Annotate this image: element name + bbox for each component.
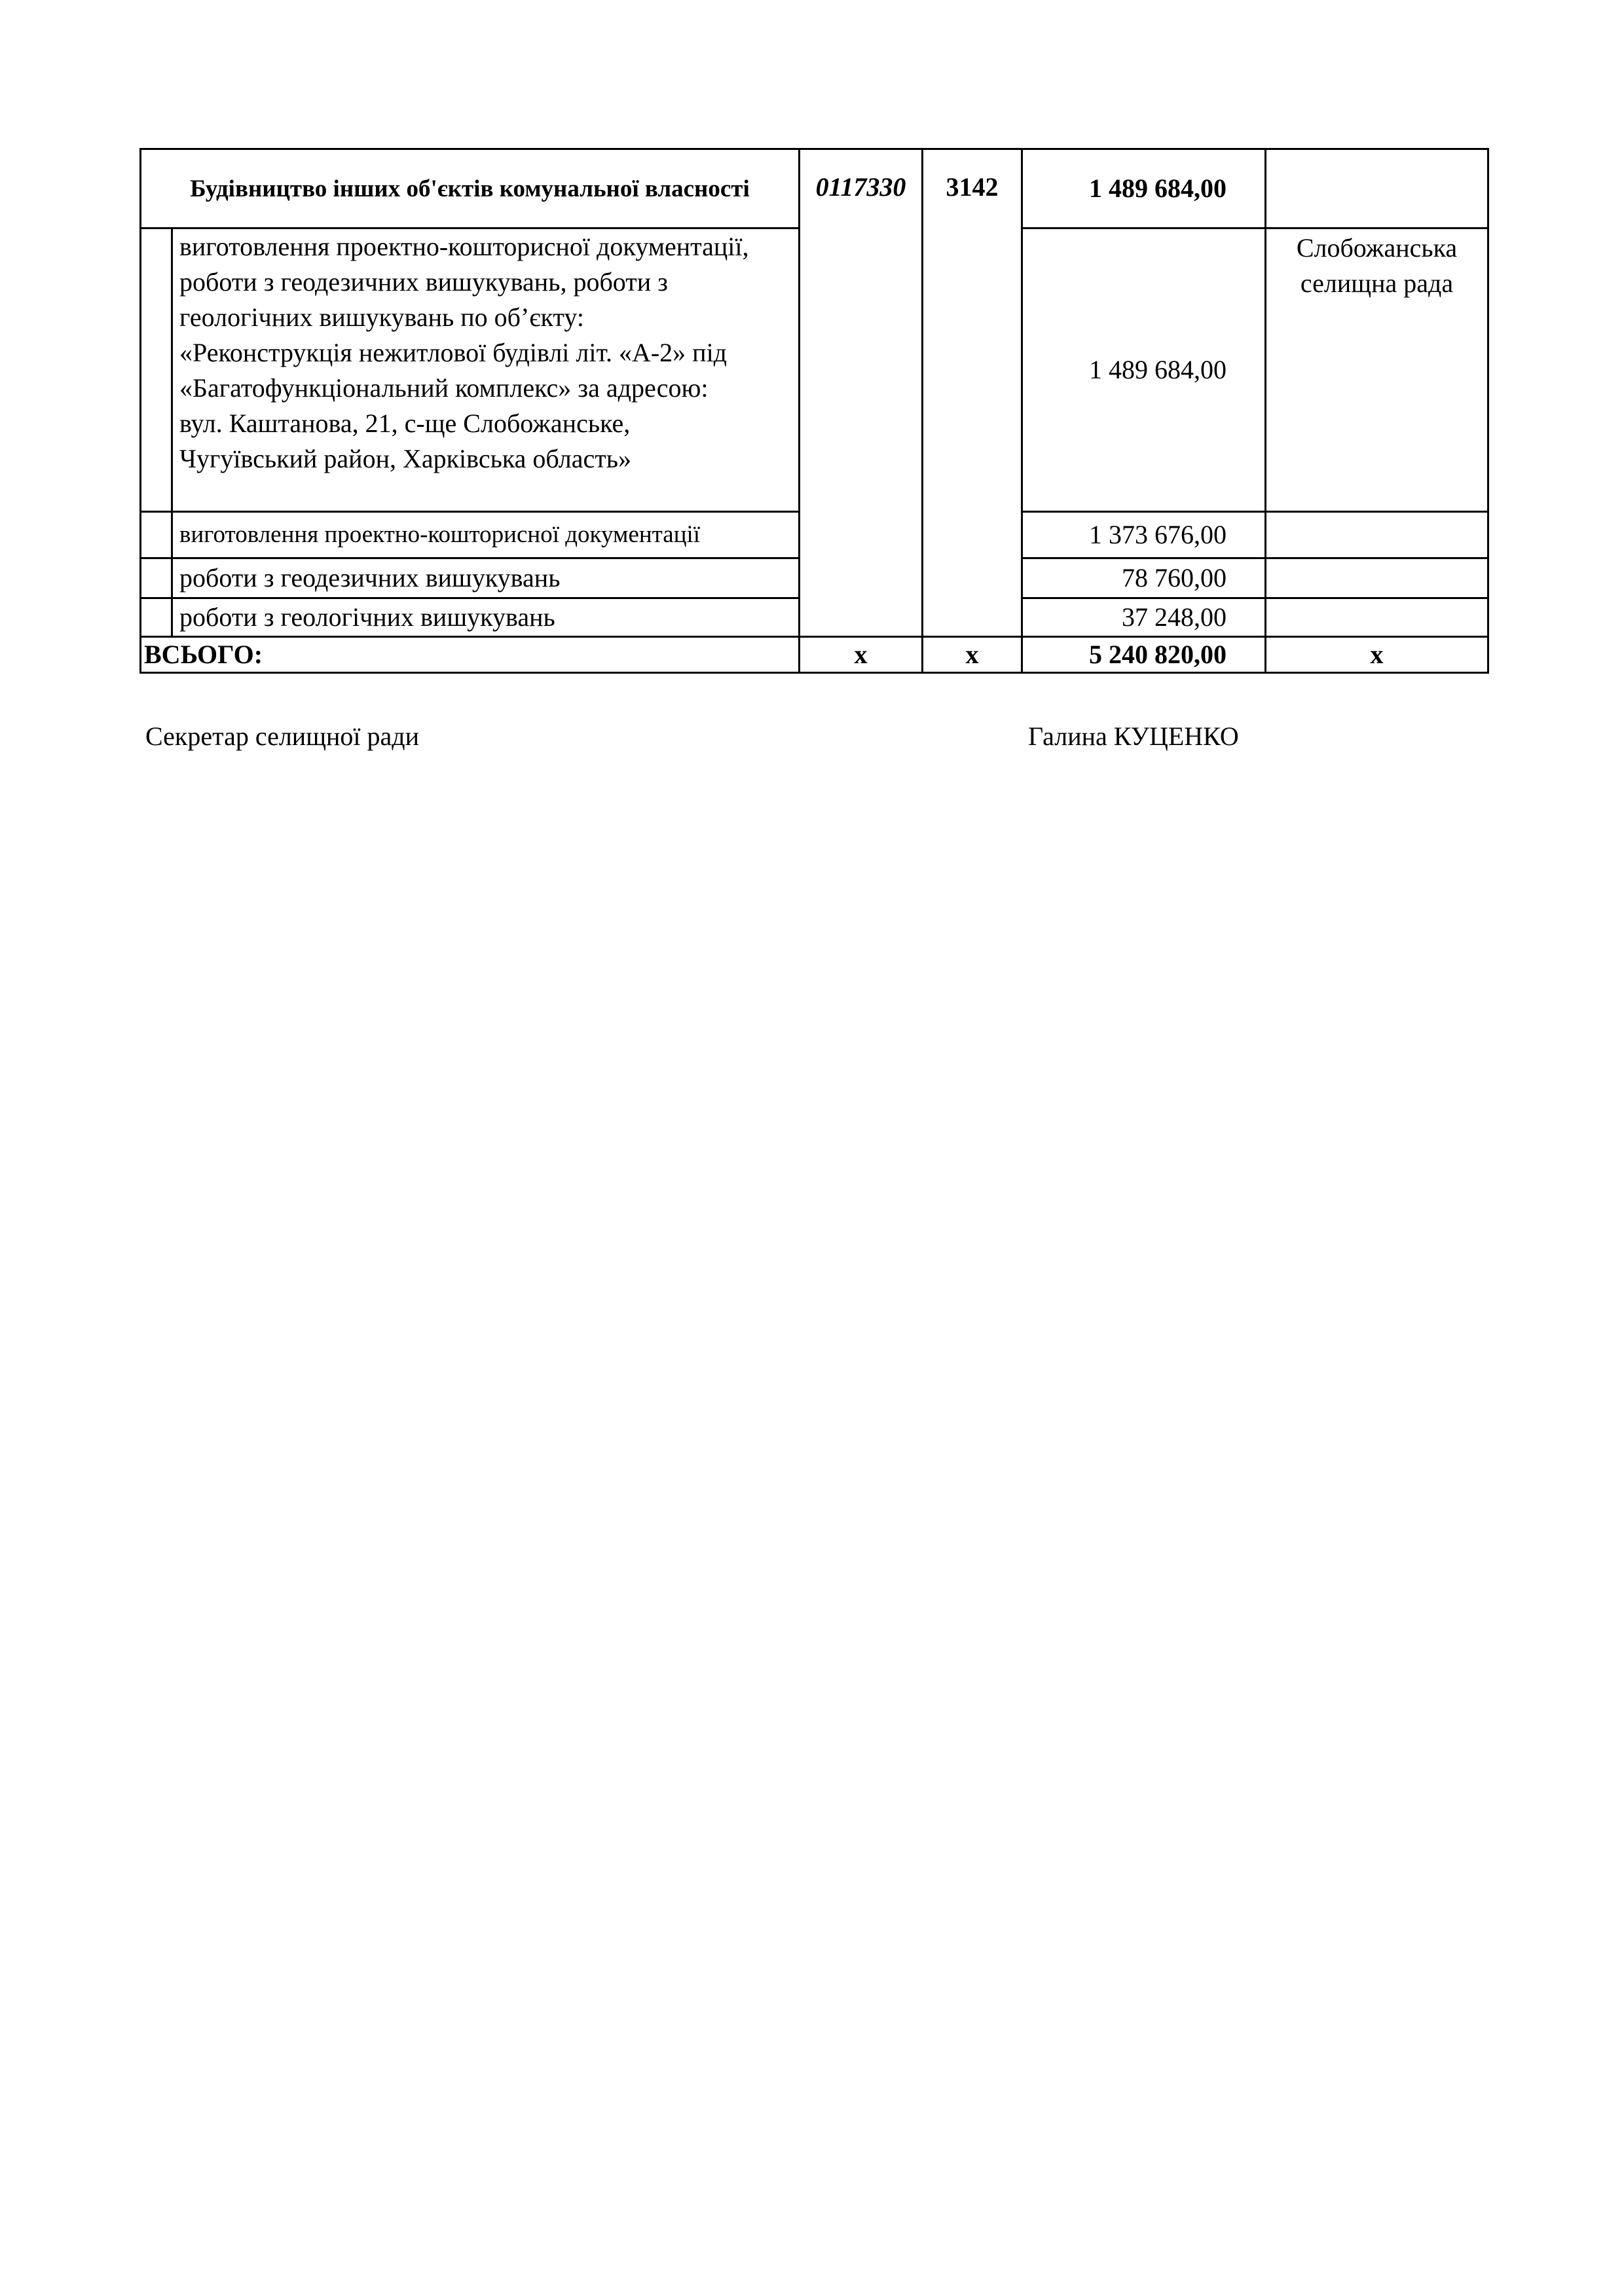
row-amount: 78 760,00	[1122, 563, 1227, 592]
total-amount: 5 240 820,00	[1089, 640, 1227, 669]
total-kekv: х	[965, 640, 979, 669]
description-line: «Багатофункціональний комплекс» за адресою:	[179, 373, 709, 403]
total-kekv-cell	[923, 637, 1022, 673]
total-code: х	[854, 640, 868, 669]
row-label-cell	[172, 598, 800, 637]
description-amount-cell	[1022, 228, 1266, 512]
row-amount: 37 248,00	[1122, 602, 1227, 632]
description-amount: 1 489 684,00	[1089, 355, 1227, 384]
recipient-line: Слобожанська	[1296, 233, 1458, 263]
row-label: роботи з геодезичних вишукувань	[179, 563, 561, 592]
table-row-header	[141, 149, 1488, 228]
index-cell	[141, 598, 172, 637]
program-code: 0117330	[815, 172, 906, 202]
object-title-cell	[141, 149, 800, 228]
signature-position: Секретар селищної ради	[145, 721, 420, 751]
recipient-cell	[1266, 228, 1488, 512]
budget-table	[139, 148, 1489, 674]
row-recipient-cell	[1266, 598, 1488, 637]
row-label: виготовлення проектно-кошторисної документації	[179, 521, 701, 548]
index-cell	[141, 228, 172, 512]
row-label-cell	[172, 558, 800, 598]
header-recipient-cell	[1266, 149, 1488, 228]
total-code-cell	[800, 637, 923, 673]
row-recipient-cell	[1266, 558, 1488, 598]
signature-name: Галина КУЦЕНКО	[1028, 721, 1239, 751]
total-amount-cell	[1022, 637, 1266, 673]
header-amount: 1 489 684,00	[1089, 173, 1227, 203]
description-line: виготовлення проектно-кошторисної документації,	[179, 232, 749, 261]
index-cell	[141, 558, 172, 598]
description-line: Чугуївський район, Харківська область»	[179, 444, 631, 473]
description-line: роботи з геодезичних вишукувань, роботи з	[179, 267, 668, 297]
kekv-code-cell	[923, 149, 1022, 637]
object-title: Будівництво інших об'єктів комунальної власності	[190, 175, 750, 202]
row-amount-cell	[1022, 558, 1266, 598]
total-recipient-cell	[1266, 637, 1488, 673]
recipient-line: селищна рада	[1300, 268, 1454, 298]
row-recipient-cell	[1266, 512, 1488, 558]
total-label: ВСЬОГО:	[144, 640, 263, 669]
description-line: вул. Каштанова, 21, с-ще Слобожанське,	[179, 409, 631, 438]
row-amount-cell	[1022, 512, 1266, 558]
index-cell	[141, 512, 172, 558]
row-label-cell	[172, 512, 800, 558]
description-line: геологічних вишукувань по об’єкту:	[179, 302, 584, 332]
row-amount-cell	[1022, 598, 1266, 637]
description-line: «Реконструкція нежитлової будівлі літ. «А-2» під	[179, 338, 728, 367]
kekv-code: 3142	[946, 172, 999, 202]
description-cell	[172, 228, 800, 512]
program-code-cell	[800, 149, 923, 637]
header-amount-cell	[1022, 149, 1266, 228]
total-recipient: х	[1370, 640, 1384, 669]
total-label-cell	[141, 637, 800, 673]
table-row-total	[141, 637, 1488, 673]
row-label: роботи з геологічних вишукувань	[179, 602, 555, 632]
row-amount: 1 373 676,00	[1089, 520, 1227, 549]
